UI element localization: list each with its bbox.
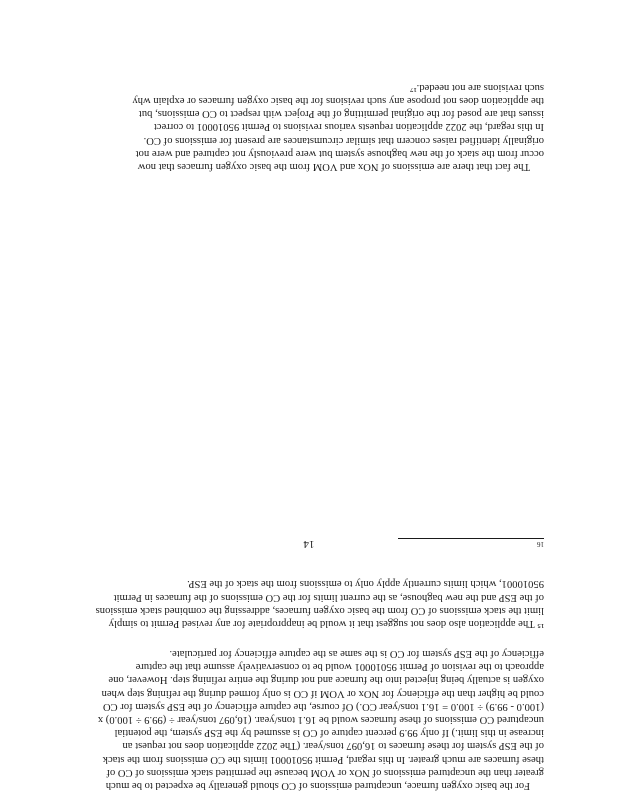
text-line: such revisions are not needed.¹⁷ [409, 81, 544, 93]
text-line: of the ESP system for these furnaces to 16,097 tons/year. (The 2022 application does not request an [122, 740, 544, 752]
footnote-line: limit the stack emissions of CO from the basic oxygen furnaces, addressing the combined stack emissions [95, 604, 544, 616]
text-line: increase in this limit.) If only 99.9 percent capture of CO is assumed by the ESP system, the potential [114, 727, 544, 739]
text-line: In this regard, the 2022 application requests various revisions to Permit 95010001 to correct [153, 121, 544, 133]
text-line: For the basic oxygen furnace, uncaptured emissions of CO should generally be expected to be much [105, 780, 530, 791]
text-line: (100.0 - 99.9) ÷ 100.0 = 16.1 tons/year CO.) Of course, the capture efficiency of the ESP system for CO [102, 700, 544, 712]
text-line: greater than the uncaptured emissions of NOx or VOM because the permitted stack emissions of CO of [106, 766, 544, 778]
footnote-15 [74, 577, 544, 630]
text-line: the application does not propose any such revisions for the basic oxygen furnaces or explain why [132, 94, 544, 106]
page-number: 14 [303, 538, 315, 550]
text-line: efficiency of the ESP system for CO is the same as the capture efficiency for particulate. [169, 647, 544, 659]
footnote-divider [398, 538, 544, 539]
footnote-line: ¹⁵ The application also does not suggest that it would be inappropriate for any revised Permit to simply [108, 618, 544, 629]
text-line: oxygen is actually being injected into the furnace and not during the entire refining step. However, one [108, 674, 544, 686]
text-line: The fact that there are emissions of NOx and VOM from the basic oxygen furnaces that now [137, 161, 530, 172]
text-line: could be higher than the efficiency for NOx or VOM if CO is only formed during the refining step when [101, 687, 544, 699]
footnote-marker: 16 [537, 540, 544, 548]
text-line: approach to the revision of Permit 95010001 would be to conservatively assume that the capture [135, 661, 544, 673]
footnote-line: of the ESP and the new baghouse, as the current limits for the CO emissions of the furnaces in Permit [113, 591, 544, 603]
text-line: occur from the stack of the new baghouse system but were previously not captured and were not [135, 147, 544, 159]
text-line: issues that are posed for the original permitting of the Project with respect to CO emissions, but [138, 108, 544, 120]
footnote-line: 95010001, which limits currently apply only to emissions from the stack of the ESP. [187, 578, 544, 590]
text-line: these furnaces are much greater. In this regard, Permit 95010001 limits the CO emissions from the stack [102, 753, 544, 765]
text-line: uncaptured CO emissions of these furnaces would be 16.1 tons/year. (16,097 tons/year ÷ (99.9 ÷ 100.0) x [97, 713, 544, 725]
body-paragraph-nox-vom [74, 81, 544, 173]
body-paragraph-co-emissions [74, 647, 544, 792]
text-line: originally identified raises concern that similar circumstances are present for emissions of CO. [143, 134, 544, 146]
